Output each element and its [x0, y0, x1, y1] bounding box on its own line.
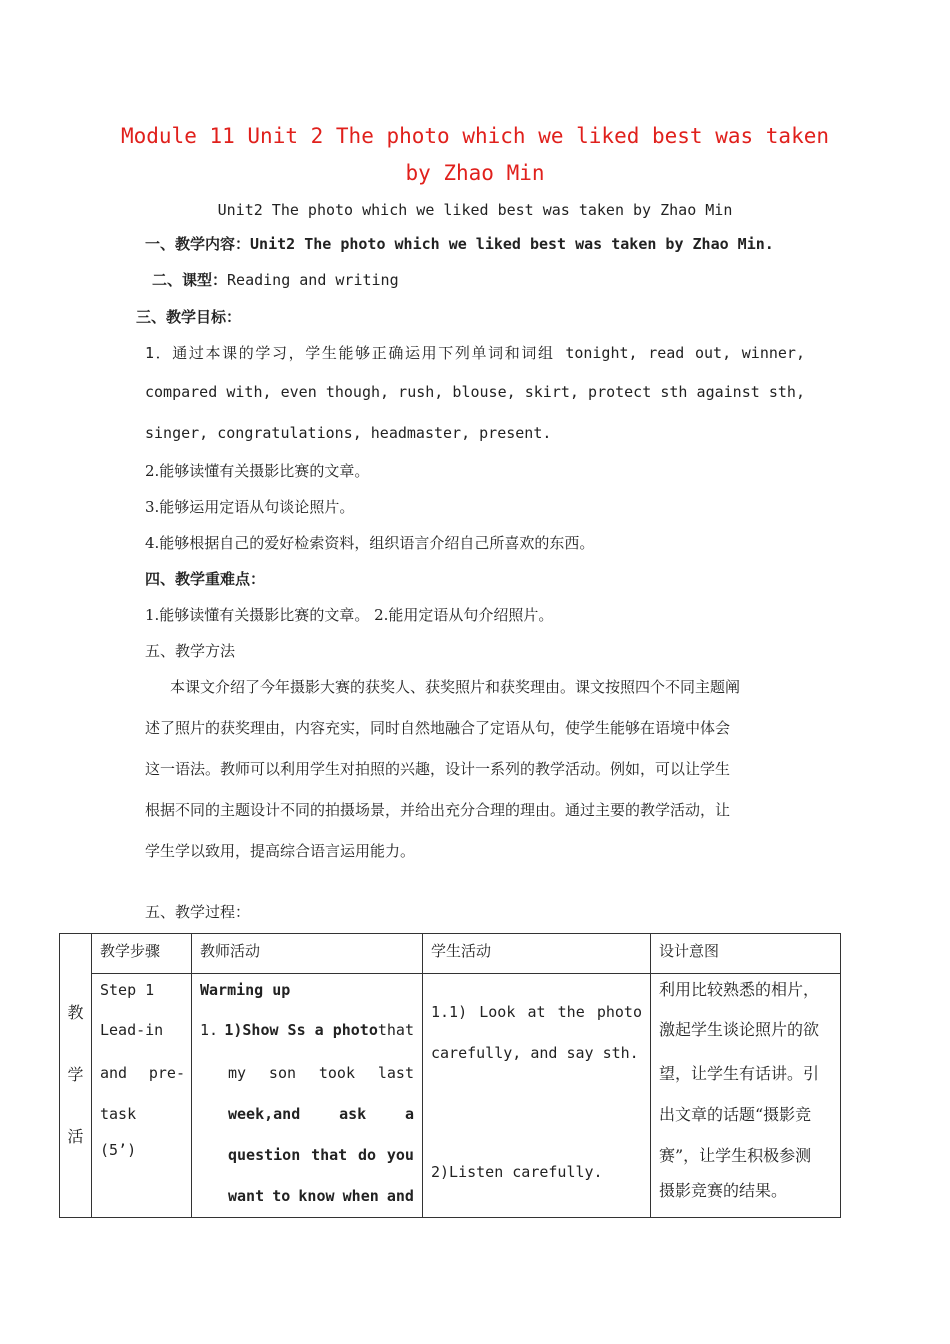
section-teaching-content: [145, 233, 774, 254]
section-process-label: 五、教学过程：: [145, 903, 251, 921]
teacher-num: 1.: [200, 1021, 219, 1039]
word: week,and: [228, 1105, 301, 1123]
purpose-line: 激起学生谈论照片的欲: [659, 1020, 820, 1039]
word: a: [404, 1105, 414, 1123]
student-line2: carefully, and say sth.: [431, 1044, 639, 1062]
document-subtitle: Unit2 The photo which we liked best was taken by Zhao Min: [217, 201, 733, 219]
word: you: [386, 1146, 414, 1164]
student-activity-cell: [423, 974, 651, 1218]
teacher-line4: [200, 1135, 414, 1176]
goal-item-1-line1: 1．通过本课的学习，学生能够正确运用下列单词和词组 tonight, read out, winner,: [145, 344, 805, 362]
section-text: Reading and writing: [227, 271, 399, 289]
word: know: [298, 1187, 335, 1205]
method-paragraph-line2: 述了照片的获奖理由，内容充实，同时自然地融合了定语从句，使学生能够在语境中体会: [145, 719, 731, 737]
section-teaching-goals-label: 三、教学目标：: [136, 308, 242, 326]
word: took: [318, 1064, 355, 1082]
side-char: 活: [67, 1127, 84, 1146]
section-text: Unit2 The photo which we liked best was taken by Zhao Min.: [250, 235, 774, 253]
table-header-row: [60, 934, 841, 974]
word: do: [358, 1146, 377, 1164]
purpose-line: 望，让学生有话讲。引: [659, 1064, 820, 1083]
purpose-line: 出文章的话题“摄影竞: [659, 1105, 812, 1124]
word: when: [342, 1187, 379, 1205]
table-side-label: [60, 934, 92, 1218]
word: son: [268, 1064, 297, 1082]
goal-item-3: 3.能够运用定语从句谈论照片。: [145, 498, 355, 516]
purpose-line: 利用比较熟悉的相片，: [659, 980, 820, 999]
step-word: pre-: [148, 1064, 185, 1082]
goal-item-1-line2: compared with, even though, rush, blouse, skirt, protect sth against sth,: [145, 383, 805, 401]
teacher-line2: [200, 1053, 414, 1094]
step-line: Step 1: [100, 981, 155, 999]
word: the: [557, 1003, 585, 1021]
teacher-line1: [200, 1012, 414, 1053]
header-step: 教学步骤: [92, 934, 192, 974]
step-line: Lead-in: [100, 1021, 164, 1039]
header-teacher: 教师活动: [192, 934, 423, 974]
word: want: [228, 1187, 265, 1205]
step-line: (5’): [100, 1141, 137, 1159]
word: 1.1): [431, 1003, 468, 1021]
section-label: 一、教学内容：: [145, 235, 251, 253]
teacher-line1-rest: that: [377, 1021, 414, 1039]
word: photo: [596, 1003, 642, 1021]
student-line1: [431, 996, 642, 1037]
side-char: 学: [67, 1065, 84, 1084]
teacher-activity-cell: [192, 974, 423, 1218]
teaching-process-table: [59, 933, 841, 1218]
step-cell: [92, 974, 192, 1218]
step-line-justified: [100, 1053, 185, 1094]
method-paragraph-line1: 本课文介绍了今年摄影大赛的获奖人、获奖照片和获奖理由。课文按照四个不同主题阐: [170, 678, 741, 696]
step-line: task: [100, 1105, 137, 1123]
header-student: 学生活动: [423, 934, 651, 974]
word: Look: [479, 1003, 516, 1021]
method-paragraph-line3: 这一语法。教师可以利用学生对拍照的兴趣，设计一系列的教学活动。例如，可以让学生: [145, 760, 731, 778]
student-line3: 2)Listen carefully.: [431, 1163, 603, 1181]
document-title-line2: by Zhao Min: [405, 161, 545, 185]
document-title-line1: Module 11 Unit 2 The photo which we liked best was taken: [120, 124, 829, 148]
section-label: 二、课型：: [152, 271, 228, 289]
purpose-cell: [651, 974, 841, 1218]
word: last: [377, 1064, 414, 1082]
purpose-line: 赛”，让学生积极参测: [659, 1146, 812, 1165]
word: that: [311, 1146, 348, 1164]
method-paragraph-line4: 根据不同的主题设计不同的拍摄场景，并给出充分合理的理由。通过主要的教学活动，让: [145, 801, 731, 819]
word: question: [228, 1146, 301, 1164]
teacher-heading: Warming up: [200, 981, 291, 999]
goal-item-4: 4.能够根据自己的爱好检索资料，组织语言介绍自己所喜欢的东西。: [145, 534, 595, 552]
teacher-line5: [200, 1176, 414, 1217]
purpose-line: 摄影竞赛的结果。: [659, 1181, 788, 1200]
word: ask: [339, 1105, 367, 1123]
method-paragraph-line5: 学生学以致用，提高综合语言运用能力。: [145, 842, 416, 860]
word: and: [386, 1187, 414, 1205]
step-word: and: [100, 1064, 128, 1082]
side-char: 教: [67, 1003, 84, 1022]
goal-item-2: 2.能够读懂有关摄影比赛的文章。: [145, 462, 370, 480]
teacher-line1-bold: 1)Show Ss a photo: [224, 1021, 378, 1039]
word: my: [228, 1064, 247, 1082]
word: to: [272, 1187, 291, 1205]
section-method-label: 五、教学方法: [145, 642, 236, 660]
header-purpose: 设计意图: [651, 934, 841, 974]
table-row: [60, 974, 841, 1218]
section-lesson-type: [152, 269, 399, 290]
section-key-points-label: 四、教学重难点：: [145, 570, 266, 588]
word: at: [527, 1003, 546, 1021]
section-key-points-text: 1.能够读懂有关摄影比赛的文章。 2.能用定语从句介绍照片。: [145, 606, 554, 624]
goal-item-1-line3: singer, congratulations, headmaster, present.: [145, 424, 552, 442]
teacher-line3: [200, 1094, 414, 1135]
